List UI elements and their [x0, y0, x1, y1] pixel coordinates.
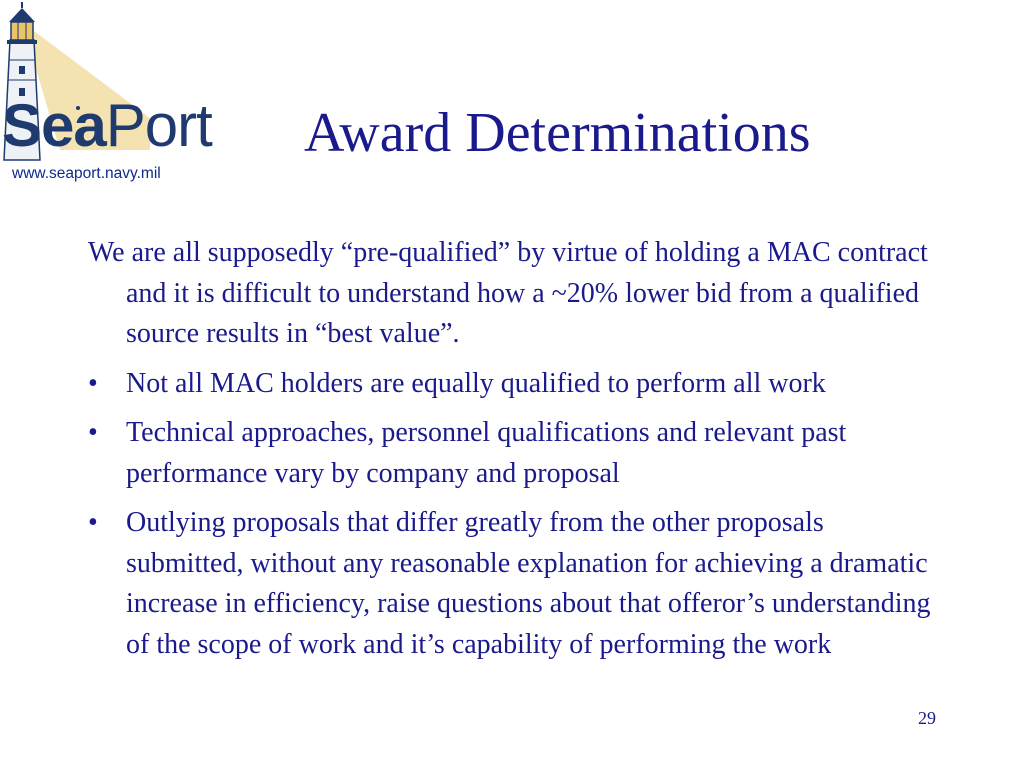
bullet-text: Outlying proposals that differ greatly from the other proposals submitted, without any reasonable explanation for achieving a dramatic increase in efficiency, raise questions about that offeror’s understanding of the scope of work and it’s capability of performing the work: [126, 507, 931, 660]
logo-word-port: Port: [105, 92, 212, 159]
slide-title: Award Determinations: [304, 102, 811, 164]
bullet-text: Not all MAC holders are equally qualified to perform all work: [126, 367, 826, 399]
intro-paragraph: We are all supposedly “pre-qualified” by virtue of holding a MAC contract and it is difficult to understand how a ~20% lower bid from a qualified source results in “best value”.: [88, 237, 928, 349]
bullet-glyph: •: [88, 367, 98, 399]
bullet-item: [88, 413, 938, 494]
bullet-item: [88, 364, 938, 405]
page-number: 29: [918, 708, 936, 728]
bullet-glyph: •: [88, 507, 98, 538]
logo-url[interactable]: www.seaport.navy.mil: [12, 165, 161, 182]
logo-word-sea: Sea: [2, 92, 106, 159]
bullet-item: [88, 503, 938, 665]
logo-wordmark: [2, 92, 212, 159]
seaport-logo: [0, 0, 260, 190]
slide-body: [88, 233, 938, 674]
bullet-glyph: •: [88, 417, 98, 448]
bullet-text: Technical approaches, personnel qualifications and relevant past performance vary by company and proposal: [126, 417, 847, 489]
